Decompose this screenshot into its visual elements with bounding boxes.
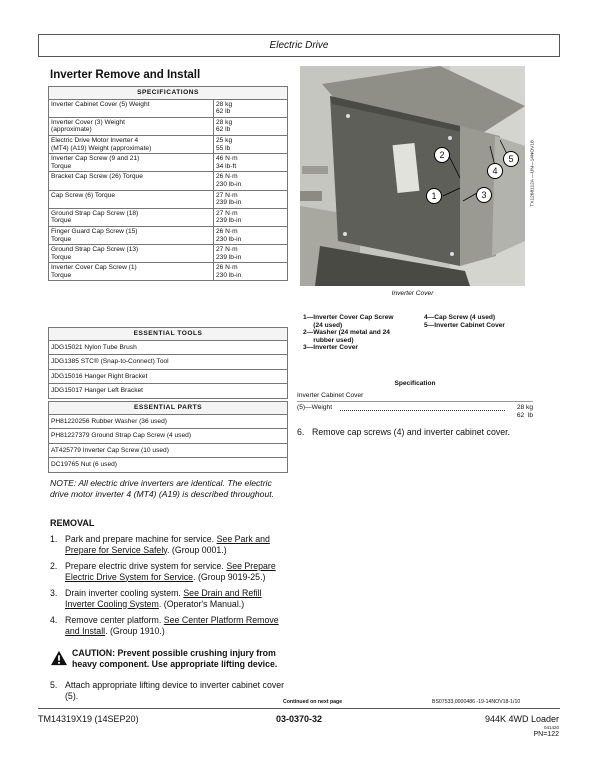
step-number: 4.: [50, 615, 58, 625]
spec-item: Electric Drive Motor Inverter 4 (MT4) (A19) Weight (approximate): [49, 135, 214, 153]
spec-value: 26 N·m 230 lb-in: [214, 172, 288, 190]
removal-step: [50, 615, 290, 636]
spec-item: Inverter Cap Screw (9 and 21) Torque: [49, 154, 214, 172]
figure-caption: Inverter Cover: [391, 290, 434, 297]
footer-date-code: 041420: [543, 725, 559, 730]
spec-value: 26 N·m 230 lb-in: [214, 263, 288, 281]
caution-block: [50, 648, 290, 669]
footer-page-number: 03-0370-32: [275, 714, 323, 724]
spec-value: 25 kg 55 lb: [214, 135, 288, 153]
doc-code: BS07533,0000486 -19-14NOV18-1/10: [432, 699, 521, 705]
warning-triangle-icon: [50, 650, 68, 666]
essential_tools-cell: JDG15016 Hanger Right Bracket: [49, 369, 288, 384]
spec-row: [49, 135, 288, 153]
legend-num: 1—: [303, 314, 314, 321]
essential_parts-row: [49, 414, 288, 429]
spec-header-row: [49, 87, 288, 100]
spec-item: Inverter Cover Cap Screw (1) Torque: [49, 263, 214, 281]
legend-label: Cap Screw (4 used): [434, 314, 496, 321]
spec-value: 28 kg 62 lb: [214, 117, 288, 135]
removal-step: [50, 561, 290, 582]
spec-row: [49, 208, 288, 226]
spec-item: Cap Screw (6) Torque: [49, 190, 214, 208]
essential_tools-header-row: [49, 328, 288, 341]
essential_parts-heading: ESSENTIAL PARTS: [49, 402, 288, 415]
caution-text: CAUTION: Prevent possible crushing injury from heavy component. Use appropriate lifting device.: [72, 648, 278, 669]
removal-steps: [50, 534, 290, 642]
callout-1: 1: [426, 188, 442, 204]
essential_parts-header-row: [49, 402, 288, 415]
spec-value: 27 N·m 239 lb-in: [214, 245, 288, 263]
spec-row: [49, 245, 288, 263]
right-spec-value-lb: 62 lb: [516, 412, 533, 419]
header-top-rule: [38, 34, 560, 35]
legend-item: [424, 314, 534, 322]
legend-num: 5—: [424, 321, 435, 329]
right-spec-value-kg: 28 kg: [516, 404, 533, 411]
removal-step: [50, 588, 290, 609]
spec-row: [49, 99, 288, 117]
spec-value: 27 N·m 239 lb-in: [214, 190, 288, 208]
step-5-number: 5.: [50, 680, 58, 690]
legend-num: 4—: [424, 314, 435, 321]
legend-label: Inverter Cover: [313, 344, 358, 351]
removal-heading: REMOVAL: [50, 518, 95, 528]
step-6: [297, 427, 537, 438]
essential_tools-cell: JDG15021 Nylon Tube Brush: [49, 340, 288, 355]
spec-value: 26 N·m 230 lb-in: [214, 226, 288, 244]
spec-value: 28 kg 62 lb: [214, 99, 288, 117]
callout-5: 5: [503, 151, 519, 167]
essential_parts-cell: PH81220256 Rubber Washer (36 used): [49, 414, 288, 429]
step-5-text: Attach appropriate lifting device to inverter cabinet cover (5).: [65, 680, 285, 701]
figure-side-id-text: TX1268112A —UN—14NOV18: [530, 140, 536, 207]
essential_parts-cell: DC19765 Nut (6 used): [49, 458, 288, 473]
section-title: Electric Drive: [269, 40, 329, 51]
essential_parts-row: [49, 443, 288, 458]
essential_tools-row: [49, 369, 288, 384]
footer-model: 944K 4WD Loader: [484, 714, 559, 724]
legend-item: [424, 322, 534, 330]
spec-item: Ground Strap Cap Screw (13) Torque: [49, 245, 214, 263]
spec-row: [49, 154, 288, 172]
right-spec-rule: [297, 401, 533, 402]
legend-label: Inverter Cover Cap Screw (24 used): [313, 314, 394, 329]
right-spec-heading: Specification: [394, 380, 436, 387]
spec-item: Inverter Cover (3) Weight (approximate): [49, 117, 214, 135]
essential_parts-cell: AT425779 Inverter Cap Screw (10 used): [49, 443, 288, 458]
footer-manual-code: TM14319X19 (14SEP20): [38, 714, 139, 724]
callout-3: 3: [476, 187, 492, 203]
step-tail: . (Operator's Manual.): [158, 598, 245, 609]
essential_tools-heading: ESSENTIAL TOOLS: [49, 328, 288, 341]
right-spec-item: Inverter Cabinet Cover: [297, 392, 364, 399]
spec-row: [49, 117, 288, 135]
spec-item: Bracket Cap Screw (26) Torque: [49, 172, 214, 190]
spec-row: [49, 190, 288, 208]
essential_parts-row: [49, 429, 288, 444]
essential_tools-cell: JDG15017 Hanger Left Bracket: [49, 384, 288, 399]
step-number: 1.: [50, 534, 58, 544]
step-link[interactable]: See Prepare Electric Drive System for Service: [65, 561, 276, 582]
legend-num: 3—: [303, 344, 314, 351]
step-number: 2.: [50, 561, 58, 571]
essential_tools-row: [49, 340, 288, 355]
figure-side-id: [528, 66, 538, 286]
step-link[interactable]: See Park and Prepare for Service Safely: [65, 534, 270, 555]
essential_parts-row: [49, 458, 288, 473]
essential-parts-table: [48, 401, 288, 473]
step-text: Park and prepare machine for service.: [65, 534, 217, 544]
spec-heading: SPECIFICATIONS: [49, 87, 288, 100]
essential_tools-cell: JDG1385 STC® (Snap-to-Connect) Tool: [49, 355, 288, 370]
spec-row: [49, 263, 288, 281]
step-text: Prepare electric drive system for service.: [65, 561, 227, 571]
legend-right: [424, 314, 534, 329]
legend-num: 2—: [303, 329, 314, 336]
essential_parts-cell: PH81227379 Ground Strap Cap Screw (4 used): [49, 429, 288, 444]
spec-row: [49, 226, 288, 244]
spec-item: Ground Strap Cap Screw (18) Torque: [49, 208, 214, 226]
step-link[interactable]: See Drain and Refill Inverter Cooling System: [65, 588, 262, 609]
header-bottom-rule: [38, 56, 560, 57]
legend-item: [303, 329, 418, 344]
step-tail: . (Group 0001.): [167, 544, 227, 555]
essential-tools-table: [48, 327, 288, 399]
essential_tools-row: [49, 355, 288, 370]
step-link[interactable]: See Center Platform Remove and Install: [65, 615, 279, 636]
step-tail: . (Group 9019-25.): [193, 571, 266, 582]
procedure-title: Inverter Remove and Install: [50, 69, 201, 81]
spec-row: [49, 172, 288, 190]
step-text: Drain inverter cooling system.: [65, 588, 184, 598]
step-tail: . (Group 1910.): [105, 625, 165, 636]
spec-value: 27 N·m 239 lb-in: [214, 208, 288, 226]
legend-item: [303, 314, 418, 329]
spec-item: Finger Guard Cap Screw (15) Torque: [49, 226, 214, 244]
step-number: 3.: [50, 588, 58, 598]
legend-label: Washer (24 metal and 24 rubber used): [313, 329, 390, 344]
continued-label: Continued on next page: [283, 699, 343, 705]
step-6-number: 6.: [297, 427, 305, 437]
removal-step: [50, 534, 290, 555]
inverter-cover-photo: [300, 66, 525, 286]
note-text: NOTE: All electric drive inverters are identical. The electric drive motor inverter 4 (MT4) (A19) is described throughout.: [50, 478, 275, 499]
right-spec-leader: [340, 410, 505, 411]
footer-pn: PN=122: [533, 731, 559, 738]
right-spec-label: (5)—Weight: [297, 404, 333, 411]
legend-item: [303, 344, 418, 352]
step-text: Remove center platform.: [65, 615, 164, 625]
legend-label: Inverter Cabinet Cover: [434, 321, 505, 329]
spec-item: Inverter Cabinet Cover (5) Weight: [49, 99, 214, 117]
specifications-table: [48, 86, 288, 281]
callout-4: 4: [487, 163, 503, 179]
spec-value: 46 N·m 34 lb-ft: [214, 154, 288, 172]
legend-left: [303, 314, 418, 352]
callout-2: 2: [434, 147, 450, 163]
step-5: [50, 680, 290, 701]
step-6-text: Remove cap screws (4) and inverter cabinet cover.: [312, 427, 511, 437]
footer-rule: [38, 708, 560, 709]
essential_tools-row: [49, 384, 288, 399]
